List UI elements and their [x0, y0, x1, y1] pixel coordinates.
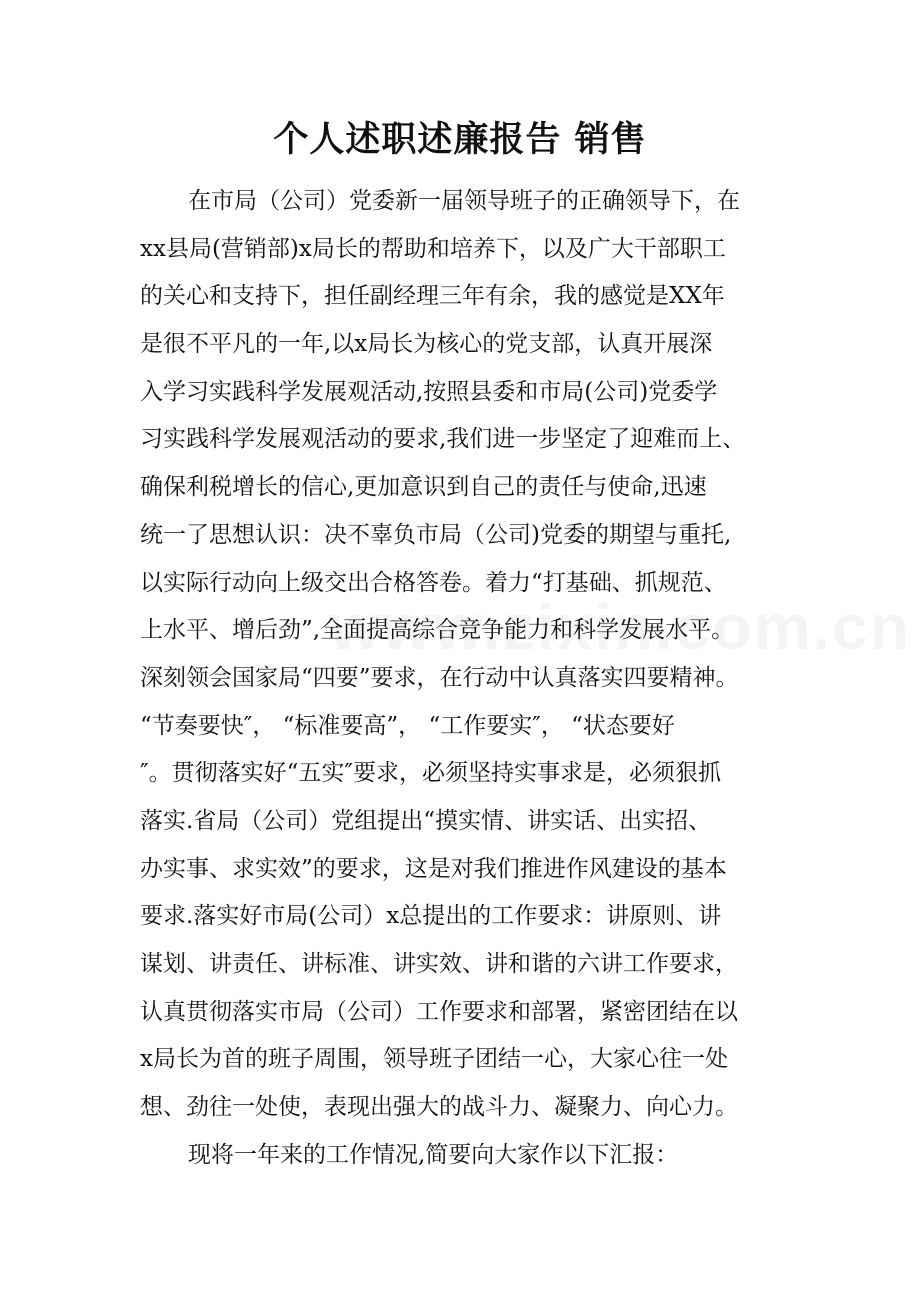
- paragraph-line: 现将一年来的工作情况,简要向大家作以下汇报：: [188, 1141, 679, 1168]
- document-title: 个人述职述廉报告 销售: [273, 119, 647, 160]
- paragraph-line: 谋划、讲责任、讲标准、讲实效、讲和谐的六讲工作要求，: [140, 951, 738, 977]
- paragraph-line: 落实.省局（公司）党组提出“摸实情、讲实话、出实招、: [140, 807, 712, 834]
- paragraph-line: 要求.落实好市局(公司）x总提出的工作要求：讲原则、讲: [140, 903, 722, 930]
- paragraph-line: x局长为首的班子周围，领导班子团结一心，大家心往一处: [140, 1046, 728, 1073]
- paragraph-line: 入学习实践科学发展观活动,按照县委和市局(公司)党委学: [140, 378, 718, 405]
- paragraph-line: 是很不平凡的一年,以x局长为核心的党支部，认真开展深: [140, 331, 713, 358]
- paragraph-line: xx县局(营销部)x局长的帮助和培养下，以及广大干部职工: [140, 235, 726, 262]
- paragraph-line: 在市局（公司）党委新一届领导班子的正确领导下，在: [188, 188, 740, 214]
- paragraph-line: 确保利税增长的信心,更加意识到自己的责任与使命,迅速: [140, 474, 707, 501]
- document-body: [140, 178, 800, 1179]
- paragraph-line: “节奏要快″， “标准要高”， “工作要实″， “状态要好: [140, 712, 675, 739]
- paragraph-line: 想、劲往一处使，表现出强大的战斗力、凝聚力、向心力。: [140, 1094, 738, 1121]
- paragraph-line: 办实事、求实效”的要求，这是对我们推进作风建设的基本: [140, 855, 727, 882]
- paragraph-line: 习实践科学发展观活动的要求,我们进一步坚定了迎难而上、: [140, 426, 746, 453]
- paragraph-line: 以实际行动向上级交出合格答卷。着力“打基础、抓规范、: [140, 569, 727, 596]
- paragraph-line: 统一了思想认识：决不辜负市局（公司)党委的期望与重托,: [140, 521, 732, 548]
- paragraph-line: 的关心和支持下，担任副经理三年有余，我的感觉是XX年: [140, 283, 725, 310]
- paragraph-line: 认真贯彻落实市局（公司）工作要求和部署，紧密团结在以: [140, 998, 738, 1025]
- paragraph-line: 上水平、增后劲”,全面提高综合竞争能力和科学发展水平。: [140, 617, 735, 644]
- paragraph-line: 深刻领会国家局“四要”要求，在行动中认真落实四要精神。: [140, 664, 739, 691]
- paragraph-line: ″。贯彻落实好“五实″要求，必须坚持实事求是，必须狠抓: [140, 760, 721, 787]
